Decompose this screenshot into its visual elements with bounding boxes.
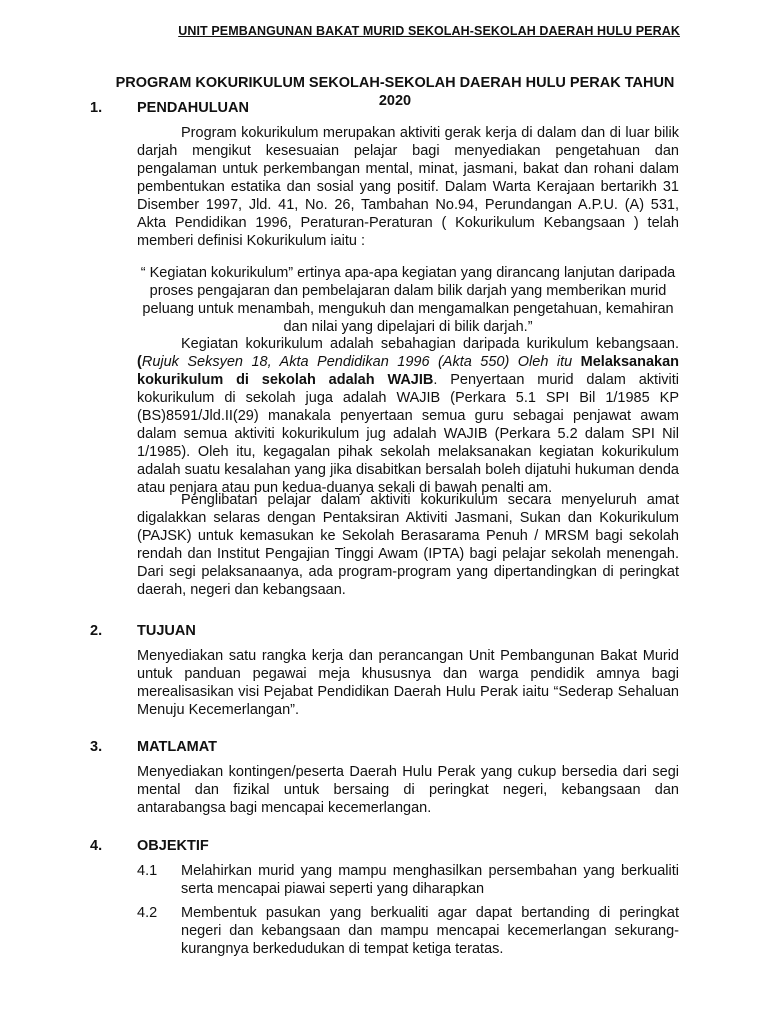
section-1-paragraph-2-body: . Penyertaan murid dalam aktiviti kokurikulum di sekolah juga adalah WAJIB (Perkara 5.1 SPI Bil 1/1985 KP (BS)8591/Jld.II(29) manakala penyertaan semua guru sebagai penjawat awam dalam semua aktiviti kokurikulum jug adalah WAJIB (Perkara 5.2 dalam SPI Nil 1/1985). Oleh itu, kegagalan pihak sekolah melaksanakan kegiatan kokurikulum adalah suatu kesalahan yang jika disabitkan bersalah boleh dijatuhi hukuman denda atau penjara atau pun kedua-duanya sekali di bawah penalti am. bbox=[137, 372, 680, 496]
objective-item bbox=[137, 862, 679, 898]
paren-open: ( bbox=[137, 354, 142, 370]
objective-item bbox=[137, 904, 679, 958]
section-3-title: MATLAMAT bbox=[137, 739, 217, 755]
objective-number: 4.2 bbox=[137, 905, 158, 921]
objective-number: 4.1 bbox=[137, 863, 158, 879]
section-2-title: TUJUAN bbox=[137, 623, 196, 639]
section-3-heading bbox=[90, 738, 217, 756]
objective-text: Melahirkan murid yang mampu menghasilkan persembahan yang berkualiti serta mencapai piawai seperti yang diharapkan bbox=[181, 863, 679, 897]
section-4-title: OBJEKTIF bbox=[137, 838, 209, 854]
section-1-paragraph-2 bbox=[137, 335, 679, 497]
section-2-heading bbox=[90, 622, 196, 640]
objective-text: Membentuk pasukan yang berkualiti agar dapat bertanding di peringkat negeri dan kebangsaan dan mampu mencapai kecemerlangan sekurang-kurangnya berkedudukan di tempat ketiga teratas. bbox=[181, 905, 679, 957]
section-4-number: 4. bbox=[90, 838, 103, 854]
section-3-paragraph: Menyediakan kontingen/peserta Daerah Hulu Perak yang cukup bersedia dari segi mental dan fizikal untuk bersaing di peringkat negeri, kebangsaan dan antarabangsa bagi mencapai kecemerlangan. bbox=[137, 764, 679, 816]
section-1-paragraph-3 bbox=[137, 491, 679, 599]
section-1-paragraph-2-lead: Kegiatan kokurikulum adalah sebahagian daripada kurikulum kebangsaan. bbox=[181, 336, 679, 352]
section-1-paragraph-3-text: Penglibatan pelajar dalam aktiviti kokurikulum secara menyeluruh amat digalakkan selaras dengan Pentaksiran Aktiviti Jasmani, Sukan dan Kokurikulum (PAJSK) untuk kemasukan ke Sekolah Berasarama Penuh / MRSM bagi sekolah rendah dan Institut Pengajian Tinggi Awam (IPTA) bagi pelajar sekolah menengah. Dari segi pelaksanaanya, ada program-program yang dipertandingkan di peringkat daerah, negeri dan kebangsaan. bbox=[137, 492, 679, 598]
legal-reference: Rujuk Seksyen 18, Akta Pendidikan 1996 (Akta 550) Oleh itu bbox=[141, 354, 581, 370]
section-1-number: 1. bbox=[90, 100, 103, 116]
definition-quote: “ Kegiatan kokurikulum” ertinya apa-apa kegiatan yang dirancang lanjutan daripada proses pengajaran dan pembelajaran dalam bilik darjah yang memberikan murid peluang untuk menambah, mengukuh dan mengamalkan pengetahuan, kemahiran dan nilai yang dipelajari di bilik darjah.” bbox=[140, 265, 676, 335]
section-1-paragraph-1-text: Program kokurikulum merupakan aktiviti gerak kerja di dalam dan di luar bilik darjah mengikut kesesuaian pelajar bagi menyediakan pengetahuan dan pengalaman untuk perkembangan mental, minat, jasmani, bakat dan rohani dalam pembentukan estatika dan sosial yang positif. Dalam Warta Kerajaan bertarikh 31 Disember 1997, Jld. 41, No. 26, Tambahan No.94, Perundangan A.P.U. (A) 531, Akta Pendidikan 1996, Peraturan-Peraturan ( Kokurikulum Kebangsaan ) telah memberi definisi Kokurikulum iaitu : bbox=[137, 125, 679, 249]
section-2-paragraph: Menyediakan satu rangka kerja dan perancangan Unit Pembangunan Bakat Murid untuk panduan pegawai meja khususnya dan warga pendidik amnya bagi merealisasikan visi Pejabat Pendidikan Daerah Hulu Perak iaitu “Sederap Sehaluan Menuju Kecemerlangan”. bbox=[137, 648, 679, 718]
running-header: UNIT PEMBANGUNAN BAKAT MURID SEKOLAH-SEKOLAH DAERAH HULU PERAK bbox=[178, 24, 680, 38]
section-1-title: PENDAHULUAN bbox=[137, 100, 249, 116]
section-1-heading bbox=[90, 99, 249, 117]
section-2-number: 2. bbox=[90, 623, 103, 639]
mandatory-statement: Melaksanakan kokurikulum di sekolah adalah WAJIB bbox=[137, 354, 679, 388]
section-1-paragraph-1 bbox=[137, 124, 679, 250]
section-3-number: 3. bbox=[90, 739, 103, 755]
document-title: PROGRAM KOKURIKULUM SEKOLAH-SEKOLAH DAERAH HULU PERAK TAHUN 2020 bbox=[115, 75, 675, 109]
section-4-heading bbox=[90, 837, 209, 855]
